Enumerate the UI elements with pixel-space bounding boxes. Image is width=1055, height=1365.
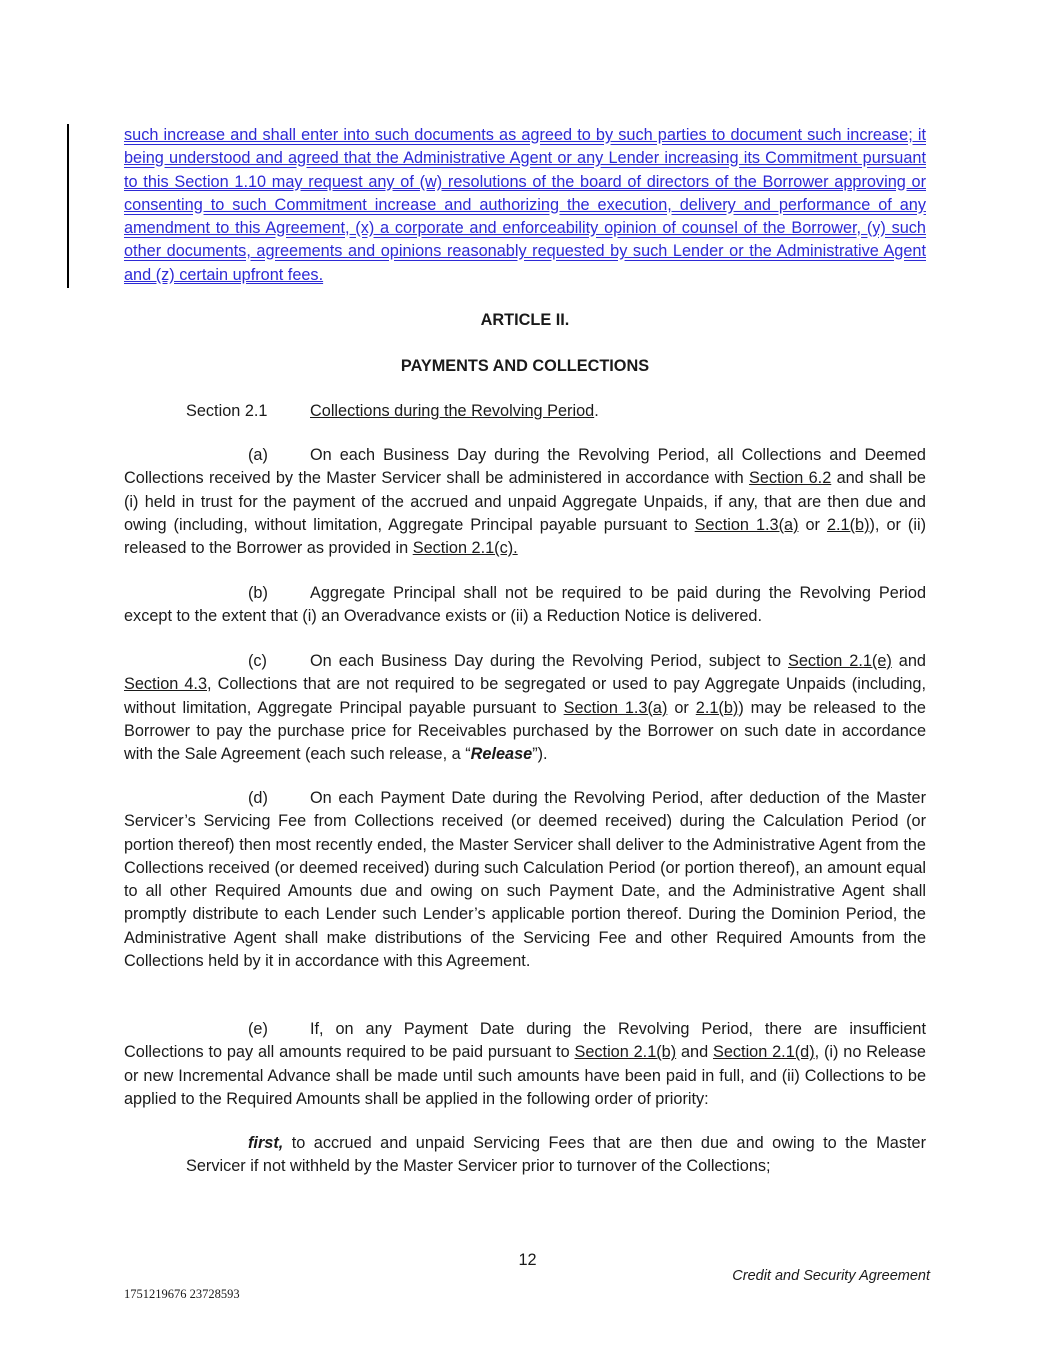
paragraph-c: [124, 650, 926, 766]
paragraph-c-text-5: ) may be released to the Borrower to pay the purchase price for Receivables purchased by the Borrower on such date in accordance with the Sale Agreement (each such release, a “: [124, 698, 926, 764]
cross-ref-2-1b-c: 2.1(b): [695, 698, 739, 717]
footer-document-title: Credit and Security Agreement: [732, 1268, 930, 1284]
paragraph-a: [124, 444, 926, 560]
paragraph-c-text-4: or: [667, 698, 696, 717]
section-title-period: .: [594, 402, 599, 420]
paragraph-e-text-1: If, on any Payment Date during the Revolving Period, there are insufficient Collections to pay all amounts required to be paid pursuant to: [124, 1020, 926, 1062]
paragraph-c-label: (c): [248, 652, 267, 670]
paragraph-e-label: (e): [248, 1020, 268, 1038]
cross-ref-section-2-1d: Section 2.1(d): [712, 1043, 815, 1062]
paragraph-b-label: (b): [248, 584, 268, 602]
paragraph-a-text-1: On each Business Day during the Revolving Period, all Collections and Deemed Collections received by the Master Servicer shall be administered in accordance with: [124, 446, 926, 488]
paragraph-a-text-3: or: [798, 515, 827, 534]
cross-ref-section-2-1e: Section 2.1(e): [788, 652, 892, 670]
cross-ref-section-2-1b-e: Section 2.1(b): [574, 1043, 677, 1062]
paragraph-e-text-2: and: [676, 1043, 713, 1062]
paragraph-c-text-1: On each Business Day during the Revolving Period, subject to: [310, 652, 788, 670]
cross-ref-2-1b: 2.1(b): [826, 515, 870, 534]
cross-ref-section-1-3a-c: Section 1.3(a): [563, 698, 668, 717]
priority-first-term: first,: [248, 1134, 284, 1152]
priority-first-text: to accrued and unpaid Servicing Fees that are then due and owing to the Master Servicer if not withheld by the Master Servicer prior to turnover of the Collections;: [186, 1134, 926, 1176]
section-title: Collections during the Revolving Period: [310, 402, 595, 420]
priority-first: [186, 1132, 926, 1179]
defined-term-release: Release: [470, 745, 533, 764]
cross-ref-section-2-1c: Section 2.1(c).: [412, 539, 518, 558]
article-title: PAYMENTS AND COLLECTIONS: [400, 357, 650, 375]
revision-change-bar: [67, 124, 69, 288]
paragraph-e-text-3: , (i) no Release or new Incremental Advance shall be made until such amounts have been paid in full, and (ii) Collections to be applied to the Required Amounts shall be applied in the following order of priority:: [124, 1043, 926, 1108]
paragraph-b: [124, 582, 926, 629]
paragraph-d-text: On each Payment Date during the Revolving Period, after deduction of the Master Servicer’s Servicing Fee from Collections received (or deemed received) during the Calculation Period (or portion thereof) then most recently ended, the Master Servicer shall deliver to the Administrative Agent from the Collections received (or deemed received) during such Calculation Period (or portion thereof), an amount equal to all other Required Amounts due and owing on such Payment Date, and the Administrative Agent shall promptly distribute to each Lender such Lender’s applicable portion thereof. During the Dominion Period, the Administrative Agent shall make distributions of the Servicing Fee and other Required Amounts from the Collections held by it in accordance with this Agreement.: [124, 789, 926, 971]
inserted-continuation-paragraph: such increase and shall enter into such documents as agreed to by such parties to document such increase; it being understood and agreed that the Administrative Agent or any Lender increasing its Commitment pursuant to this Section 1.10 may request any of (w) resolutions of the board of directors of the Borrower approving or consenting to such Commitment increase and authorizing the execution, delivery and performance of any amendment to this Agreement, (x) a corporate and enforceability opinion of counsel of the Borrower, (y) such other documents, agreements and opinions reasonably requested by such Lender or the Administrative Agent and (z) certain upfront fees.: [124, 126, 926, 284]
paragraph-c-text-2: and: [891, 652, 926, 670]
cross-ref-section-1-3a: Section 1.3(a): [694, 515, 799, 534]
paragraph-a-text-2: and shall be (i) held in trust for the payment of the accrued and unpaid Aggregate Unpaids, if any, that are then due and owing (including, without limitation, Aggregate Principal payable pursuant to: [124, 469, 926, 534]
paragraph-b-text: Aggregate Principal shall not be required to be paid during the Revolving Period except to the extent that (i) an Overadvance exists or (ii) a Reduction Notice is delivered.: [124, 584, 926, 626]
page-number: 12: [518, 1251, 537, 1269]
paragraph-c-text-6: ”).: [532, 745, 548, 764]
paragraph-c-text-3: , Collections that are not required to be segregated or used to pay Aggregate Unpaids (including, without limitation, Aggregate Principal payable pursuant to: [124, 675, 926, 717]
section-number: Section 2.1: [186, 402, 268, 420]
paragraph-e: [124, 1018, 926, 1111]
article-number: ARTICLE II.: [480, 311, 570, 329]
cross-ref-section-6-2: Section 6.2: [748, 469, 832, 488]
paragraph-d-label: (d): [248, 789, 268, 807]
footer-document-id: 1751219676 23728593: [124, 1287, 240, 1301]
paragraph-a-label: (a): [248, 446, 268, 464]
cross-ref-section-4-3: Section 4.3: [124, 675, 207, 694]
paragraph-d: [124, 787, 926, 973]
section-heading: [186, 400, 599, 423]
paragraph-a-text-4: ), or (ii) released to the Borrower as provided in: [124, 515, 926, 558]
